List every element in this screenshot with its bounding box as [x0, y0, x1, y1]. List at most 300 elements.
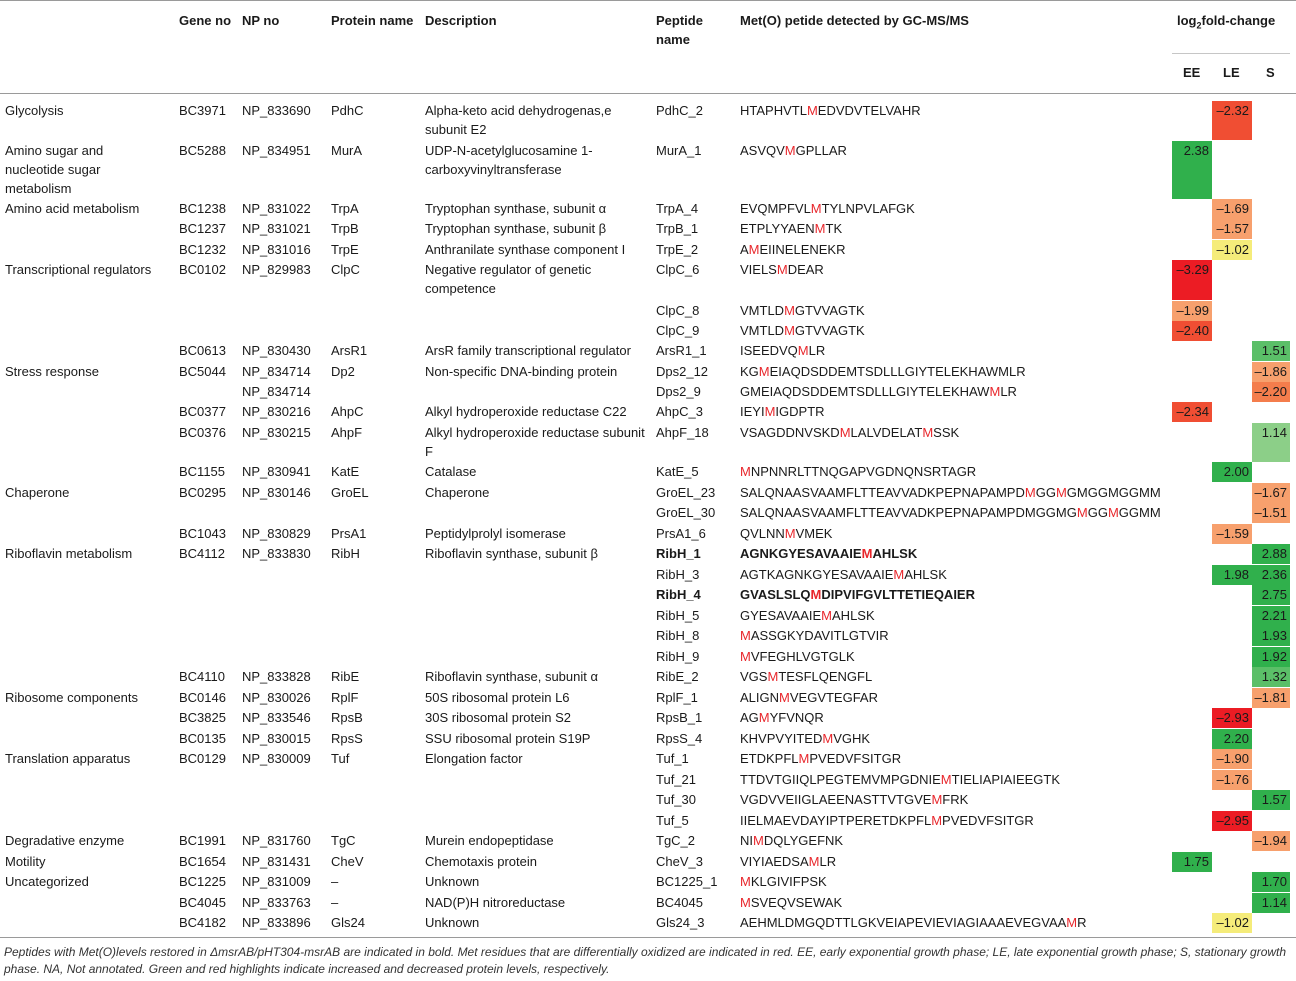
fold-change-le: –1.59 [1212, 524, 1252, 544]
np-no: NP_831022 [242, 201, 311, 216]
protein-name: AhpC [331, 404, 364, 419]
peptide-name: Dps2_9 [656, 384, 701, 399]
description: 50S ribosomal protein L6 [425, 690, 570, 705]
sequence-segment: VEGVTEGFAR [789, 690, 878, 705]
np-no: NP_833763 [242, 895, 311, 910]
fold-change-s: 1.14 [1252, 893, 1290, 913]
sequence-segment: GVASLSLQ [740, 587, 811, 602]
sequence-segment: ASVQV [740, 143, 785, 158]
np-no: NP_834714 [242, 364, 311, 379]
gene-no: BC0295 [179, 485, 226, 500]
fold-change-le: –1.90 [1212, 749, 1252, 769]
met-peptide-sequence [740, 565, 947, 584]
met-peptide-sequence [740, 341, 825, 360]
gene-no: BC4110 [179, 669, 226, 684]
sequence-segment: EVQMPFVL [740, 201, 811, 216]
protein-name: AhpF [331, 425, 363, 440]
sequence-segment: KG [740, 364, 759, 379]
peptide-name: TrpB_1 [656, 221, 699, 236]
gene-no: BC0146 [179, 690, 226, 705]
protein-name: TrpE [331, 242, 359, 257]
peptide-name: PrsA1_6 [656, 526, 706, 541]
protein-name: RpsB [331, 710, 363, 725]
oxidized-met-residue: M [940, 772, 952, 787]
oxidized-met-residue: M [748, 242, 760, 257]
np-no: NP_831760 [242, 833, 311, 848]
met-peptide-sequence [740, 749, 901, 768]
protein-name: TrpB [331, 221, 359, 236]
fold-change-s: 1.92 [1252, 647, 1290, 667]
gene-no: BC1237 [179, 221, 226, 236]
oxidized-met-residue: M [1066, 915, 1078, 930]
sequence-segment: HTAPHVTL [740, 103, 807, 118]
met-peptide-sequence [740, 462, 976, 481]
oxidized-met-residue: M [989, 384, 1001, 399]
sequence-segment: SSK [933, 425, 960, 440]
peptide-name: ClpC_8 [656, 303, 700, 318]
description: Unknown [425, 915, 480, 930]
header-ee: EE [1183, 65, 1201, 80]
peptide-name: RibE_2 [656, 669, 699, 684]
gene-no: BC1232 [179, 242, 226, 257]
peptide-name: GroEL_30 [656, 505, 716, 520]
sequence-segment: NI [740, 833, 753, 848]
category-label: Chaperone [5, 485, 70, 500]
protein-name: GroEL [331, 485, 369, 500]
sequence-segment: IEYI [740, 404, 765, 419]
met-peptide-sequence [740, 667, 872, 686]
description: Chaperone [425, 485, 490, 500]
met-peptide-sequence [740, 260, 824, 279]
met-peptide-sequence [740, 790, 968, 809]
table-footnote: Peptides with Met(O)levels restored in ΔmsrAB/pHT304-msrAB are indicated in bold. Met residues that are differentially oxidized are indicated in red. EE, early exponential growth phase; LE, late exponential growth phase; S, stationary growth phase. NA, Not annotated. Green and red highlights indicate increased and decreased protein levels, respectively. [4, 945, 1287, 976]
met-peptide-sequence [740, 503, 1161, 522]
sequence-segment: AGNKGYESAVAAIE [740, 546, 862, 561]
met-peptide-sequence [740, 626, 889, 645]
sequence-segment: AGTKAGNKGYESAVAAIE [740, 567, 894, 582]
gene-no: BC0376 [179, 425, 226, 440]
met-peptide-sequence [740, 423, 959, 442]
bottom-rule [0, 937, 1296, 938]
top-rule [0, 0, 1296, 1]
category-label: Degradative enzyme [5, 833, 125, 848]
header-fold-change: $\log_2fold$-change [1177, 13, 1276, 31]
oxidized-met-residue: M [893, 567, 905, 582]
sequence-segment: VIELS [740, 262, 777, 277]
sequence-segment: VMEK [795, 526, 833, 541]
description: Riboflavin synthase, subunit α [425, 669, 598, 684]
np-no: NP_830216 [242, 404, 311, 419]
fold-change-s: –1.81 [1252, 688, 1290, 708]
met-peptide-sequence [740, 708, 824, 727]
description: Elongation factor [425, 751, 523, 766]
met-peptide-sequence [740, 893, 842, 912]
gene-no: BC5288 [179, 143, 226, 158]
header-s: S [1266, 65, 1275, 80]
fold-change-s: –1.94 [1252, 831, 1290, 851]
sequence-segment: EIAQDSDDEMTSDLLLGIYTELEKHAWMLR [769, 364, 1026, 379]
peptide-name: TrpA_4 [656, 201, 699, 216]
gene-no: BC3971 [179, 103, 226, 118]
gene-no: BC3825 [179, 710, 226, 725]
np-no: NP_830026 [242, 690, 311, 705]
oxidized-met-residue: M [1055, 485, 1067, 500]
met-peptide-sequence [740, 811, 1034, 830]
fold-change-le: 1.98 [1212, 565, 1252, 585]
oxidized-met-residue: M [758, 364, 770, 379]
sequence-segment: KLGIVIFPSK [750, 874, 827, 889]
sequence-segment: VMTLD [740, 303, 785, 318]
description: Alkyl hydroperoxide reductase subunit F [425, 425, 645, 459]
protein-name: – [331, 895, 339, 910]
category-label: Transcriptional regulators [5, 262, 152, 277]
fold-change-s: 1.14 [1252, 423, 1290, 462]
oxidized-met-residue: M [861, 546, 873, 561]
description: Alkyl hydroperoxide reductase C22 [425, 404, 627, 419]
fold-change-s: –1.51 [1252, 503, 1290, 523]
oxidized-met-residue: M [740, 874, 751, 889]
fold-change-s: 2.75 [1252, 585, 1290, 605]
peptide-name: RibH_1 [656, 546, 701, 561]
oxidized-met-residue: M [839, 425, 851, 440]
header-le: LE [1223, 65, 1240, 80]
category-label: Riboflavin metabolism [5, 546, 133, 561]
sequence-segment: VFEGHLVGTGLK [750, 649, 855, 664]
fold-change-le: –1.02 [1212, 240, 1252, 260]
category-label: Uncategorized [5, 874, 89, 889]
met-peptide-sequence [740, 301, 865, 320]
sequence-segment: VGDVVEIIGLAEENASTTVTGVE [740, 792, 932, 807]
oxidized-met-residue: M [931, 813, 943, 828]
peptide-name: ArsR1_1 [656, 343, 707, 358]
oxidized-met-residue: M [922, 425, 934, 440]
np-no: NP_833546 [242, 710, 311, 725]
fold-change-ee: –2.34 [1172, 402, 1212, 422]
description: 30S ribosomal protein S2 [425, 710, 571, 725]
met-peptide-sequence [740, 219, 842, 238]
sequence-segment: R [1077, 915, 1087, 930]
sequence-segment: AEHMLDMGQDTTLGKVEIAPEVIEVIAGIAAAEVEGVAA [740, 915, 1067, 930]
oxidized-met-residue: M [758, 710, 770, 725]
sequence-segment: LR [1000, 384, 1017, 399]
fold-change-le: 2.20 [1212, 729, 1252, 749]
peptide-name: Tuf_30 [656, 792, 696, 807]
np-no: NP_831431 [242, 854, 311, 869]
met-peptide-sequence [740, 585, 975, 604]
np-no: NP_830215 [242, 425, 311, 440]
peptide-name: RibH_4 [656, 587, 701, 602]
peptide-name: BC4045 [656, 895, 703, 910]
header-description: Description [425, 13, 497, 28]
gene-no: BC1238 [179, 201, 226, 216]
np-no: NP_831021 [242, 221, 311, 236]
sequence-segment: TTDVTGIIQLPEGTEMVMPGDNIE [740, 772, 941, 787]
description: Unknown [425, 874, 480, 889]
sequence-segment: EIINELENEKR [759, 242, 846, 257]
fold-change-le: –1.76 [1212, 770, 1252, 790]
sequence-segment: AG [740, 710, 759, 725]
sequence-segment: FRK [942, 792, 969, 807]
oxidized-met-residue: M [1107, 505, 1119, 520]
protein-name: KatE [331, 464, 360, 479]
sequence-segment: AHLSK [904, 567, 947, 582]
fold-change-le: –1.02 [1212, 913, 1252, 933]
sequence-segment: ETDKPFL [740, 751, 799, 766]
met-peptide-sequence [740, 688, 878, 707]
sequence-segment: GGMM [1118, 505, 1161, 520]
sequence-segment: GG [1087, 505, 1108, 520]
met-peptide-sequence [740, 101, 921, 120]
description: Riboflavin synthase, subunit β [425, 546, 598, 561]
peptide-name: BC1225_1 [656, 874, 718, 889]
fold-change-s: –1.86 [1252, 362, 1290, 382]
fold-change-s: –1.67 [1252, 483, 1290, 503]
met-peptide-sequence [740, 382, 1017, 401]
sequence-segment: GYESAVAAIE [740, 608, 822, 623]
protein-name: Dp2 [331, 364, 355, 379]
peptide-name: RplF_1 [656, 690, 698, 705]
description: Alpha-keto acid dehydrogenas,e subunit E2 [425, 103, 612, 137]
gene-no: BC1043 [179, 526, 226, 541]
description: Chemotaxis protein [425, 854, 537, 869]
peptide-name: Gls24_3 [656, 915, 705, 930]
oxidized-met-residue: M [740, 628, 751, 643]
met-peptide-sequence [740, 852, 836, 871]
peptide-name: Dps2_12 [656, 364, 709, 379]
description: SSU ribosomal protein S19P [425, 731, 591, 746]
gene-no: BC0377 [179, 404, 226, 419]
peptide-name: ClpC_6 [656, 262, 700, 277]
protein-name: – [331, 874, 339, 889]
peptide-name: Tuf_1 [656, 751, 689, 766]
peptide-name: MurA_1 [656, 143, 702, 158]
sequence-segment: TK [825, 221, 843, 236]
protein-name: Gls24 [331, 915, 365, 930]
oxidized-met-residue: M [784, 323, 795, 338]
protein-name: RibH [331, 546, 360, 561]
sequence-segment: SALQNAASVAAMFLTTEAVVADKPEPNAPAMPD [740, 485, 1025, 500]
category-label: Stress response [5, 364, 99, 379]
oxidized-met-residue: M [806, 103, 818, 118]
sequence-segment: GTVVAGTK [794, 303, 865, 318]
gene-no: BC0102 [179, 262, 226, 277]
protein-name: Tuf [331, 751, 350, 766]
oxidized-met-residue: M [798, 751, 810, 766]
protein-name: PrsA1 [331, 526, 367, 541]
peptide-name: KatE_5 [656, 464, 699, 479]
met-peptide-sequence [740, 872, 827, 891]
met-peptide-sequence [740, 524, 832, 543]
sequence-segment: ETPLYYAEN [740, 221, 815, 236]
met-peptide-sequence [740, 647, 855, 666]
oxidized-met-residue: M [740, 895, 751, 910]
peptide-name: RpsB_1 [656, 710, 703, 725]
np-no: NP_834951 [242, 143, 311, 158]
np-no: NP_830009 [242, 751, 311, 766]
header-rule [0, 93, 1296, 94]
np-no: NP_831016 [242, 242, 311, 257]
description: Non-specific DNA-binding protein [425, 364, 618, 379]
np-no: NP_829983 [242, 262, 311, 277]
sequence-segment: A [740, 242, 749, 257]
sequence-segment: DQLYGEFNK [763, 833, 844, 848]
sequence-segment: IIELMAEVDAYIPTPERETDKPFL [740, 813, 932, 828]
peptide-name: TrpE_2 [656, 242, 699, 257]
oxidized-met-residue: M [753, 833, 764, 848]
sequence-segment: LALVDELAT [850, 425, 923, 440]
met-peptide-sequence [740, 141, 847, 160]
gene-no: BC1155 [179, 464, 226, 479]
peptide-name: Tuf_5 [656, 813, 689, 828]
met-peptide-sequence [740, 606, 875, 625]
protein-name: ClpC [331, 262, 360, 277]
description: Tryptophan synthase, subunit α [425, 201, 607, 216]
oxidized-met-residue: M [931, 792, 943, 807]
sequence-segment: ALIGN [740, 690, 780, 705]
peptide-name: RibH_3 [656, 567, 700, 582]
protein-name: MurA [331, 143, 363, 158]
gene-no: BC4182 [179, 915, 226, 930]
np-no: NP_830430 [242, 343, 311, 358]
np-no: NP_830146 [242, 485, 311, 500]
header-gene-no: Gene no [179, 13, 232, 28]
sequence-segment: LR [819, 854, 837, 869]
fold-change-ee: –3.29 [1172, 260, 1212, 300]
description: Tryptophan synthase, subunit β [425, 221, 607, 236]
fold-change-le: –2.95 [1212, 811, 1252, 831]
np-no: NP_830941 [242, 464, 311, 479]
oxidized-met-residue: M [814, 221, 826, 236]
oxidized-met-residue: M [764, 404, 776, 419]
fold-change-s: –2.20 [1252, 382, 1290, 402]
description: Catalase [425, 464, 477, 479]
oxidized-met-residue: M [1024, 485, 1036, 500]
sequence-segment: GMGGMGGMM [1066, 485, 1161, 500]
fold-change-le: –2.93 [1212, 708, 1252, 728]
gene-no: BC5044 [179, 364, 226, 379]
category-label: Motility [5, 854, 46, 869]
sequence-segment: VSAGDDNVSKD [740, 425, 840, 440]
fold-change-s: 1.51 [1252, 341, 1290, 361]
np-no: NP_833828 [242, 669, 311, 684]
fold-change-ee: –1.99 [1172, 301, 1212, 321]
oxidized-met-residue: M [767, 669, 779, 684]
sequence-segment: GPLLAR [795, 143, 847, 158]
peptide-name: AhpF_18 [656, 425, 709, 440]
oxidized-met-residue: M [808, 854, 820, 869]
met-peptide-sequence [740, 362, 1026, 381]
met-peptide-sequence [740, 729, 870, 748]
sequence-segment: GTVVAGTK [794, 323, 865, 338]
sequence-segment: TYLNPVLAFGK [821, 201, 915, 216]
sequence-segment: DIPVIFGVLTTETIEQAIER [821, 587, 975, 602]
met-peptide-sequence [740, 831, 843, 850]
header-protein-name: Protein name [331, 13, 414, 28]
np-no: NP_830015 [242, 731, 311, 746]
sequence-segment: ISEEDVQ [740, 343, 798, 358]
fold-change-le: 2.00 [1212, 462, 1252, 482]
sequence-segment: DEAR [787, 262, 824, 277]
sequence-segment: PVEDVFSITGR [809, 751, 902, 766]
category-label: Glycolysis [5, 103, 64, 118]
sequence-segment: ASSGKYDAVITLGTVIR [750, 628, 889, 643]
peptide-name: ClpC_9 [656, 323, 700, 338]
protein-name: RplF [331, 690, 359, 705]
fold-change-ee: 2.38 [1172, 141, 1212, 199]
gene-no: BC0135 [179, 731, 226, 746]
peptide-name: TgC_2 [656, 833, 696, 848]
oxidized-met-residue: M [821, 608, 833, 623]
peptide-name: CheV_3 [656, 854, 703, 869]
oxidized-met-residue: M [740, 649, 751, 664]
gene-no: BC4112 [179, 546, 226, 561]
np-no: NP_831009 [242, 874, 311, 889]
category-label: Translation apparatus [5, 751, 131, 766]
peptide-name: RibH_5 [656, 608, 700, 623]
protein-name: TgC [331, 833, 356, 848]
sequence-segment: QVLNN [740, 526, 785, 541]
fold-change-ee: –2.40 [1172, 321, 1212, 341]
sequence-segment: KHVPVYITED [740, 731, 823, 746]
sequence-segment: GMEIAQDSDDEMTSDLLLGIYTELEKHAW [740, 384, 990, 399]
description: Anthranilate synthase component I [425, 242, 626, 257]
protein-name: ArsR1 [331, 343, 368, 358]
sequence-segment: IGDPTR [775, 404, 825, 419]
sequence-segment: SVEQVSEWAK [750, 895, 843, 910]
sequence-segment: GG [1035, 485, 1056, 500]
oxidized-met-residue: M [779, 690, 790, 705]
fold-change-s: 1.70 [1252, 872, 1290, 892]
protein-name: PdhC [331, 103, 364, 118]
description: Murein endopeptidase [425, 833, 554, 848]
met-peptide-sequence [740, 402, 825, 421]
met-peptide-sequence [740, 321, 865, 340]
np-no: NP_834714 [242, 384, 311, 399]
fold-change-le: –2.32 [1212, 101, 1252, 140]
np-no: NP_833896 [242, 915, 311, 930]
sequence-segment: SALQNAASVAAMFLTTEAVVADKPEPNAPAMPDMGGMG [740, 505, 1077, 520]
fold-change-s: 1.93 [1252, 626, 1290, 646]
peptide-name: RibH_9 [656, 649, 700, 664]
protein-name: RibE [331, 669, 360, 684]
sequence-segment: NPNNRLTTNQGAPVGDNQNSRTAGR [750, 464, 977, 479]
oxidized-met-residue: M [810, 201, 822, 216]
np-no: NP_830829 [242, 526, 311, 541]
fold-change-s: 1.32 [1252, 667, 1290, 687]
fold-change-ee: 1.75 [1172, 852, 1212, 872]
gene-no: BC1654 [179, 854, 226, 869]
sequence-segment: TIELIAPIAIEEGTK [951, 772, 1061, 787]
sequence-segment: AHLSK [872, 546, 918, 561]
peptide-name: Tuf_21 [656, 772, 696, 787]
protein-name: RpsS [331, 731, 363, 746]
met-peptide-sequence [740, 240, 846, 259]
met-peptide-sequence [740, 913, 1087, 932]
gene-no: BC1225 [179, 874, 226, 889]
peptide-name: PdhC_2 [656, 103, 703, 118]
description: Negative regulator of genetic competence [425, 262, 592, 296]
fold-change-s: 2.88 [1252, 544, 1290, 564]
met-peptide-sequence [740, 199, 915, 218]
met-peptide-sequence [740, 544, 917, 563]
oxidized-met-residue: M [784, 526, 796, 541]
gene-no: BC4045 [179, 895, 226, 910]
header-np-no: NP no [242, 13, 280, 28]
oxidized-met-residue: M [776, 262, 788, 277]
description: UDP-N-acetylglucosamine 1-carboxyvinyltransferase [425, 143, 593, 177]
sequence-segment: AHLSK [832, 608, 875, 623]
sequence-segment: VMTLD [740, 323, 785, 338]
